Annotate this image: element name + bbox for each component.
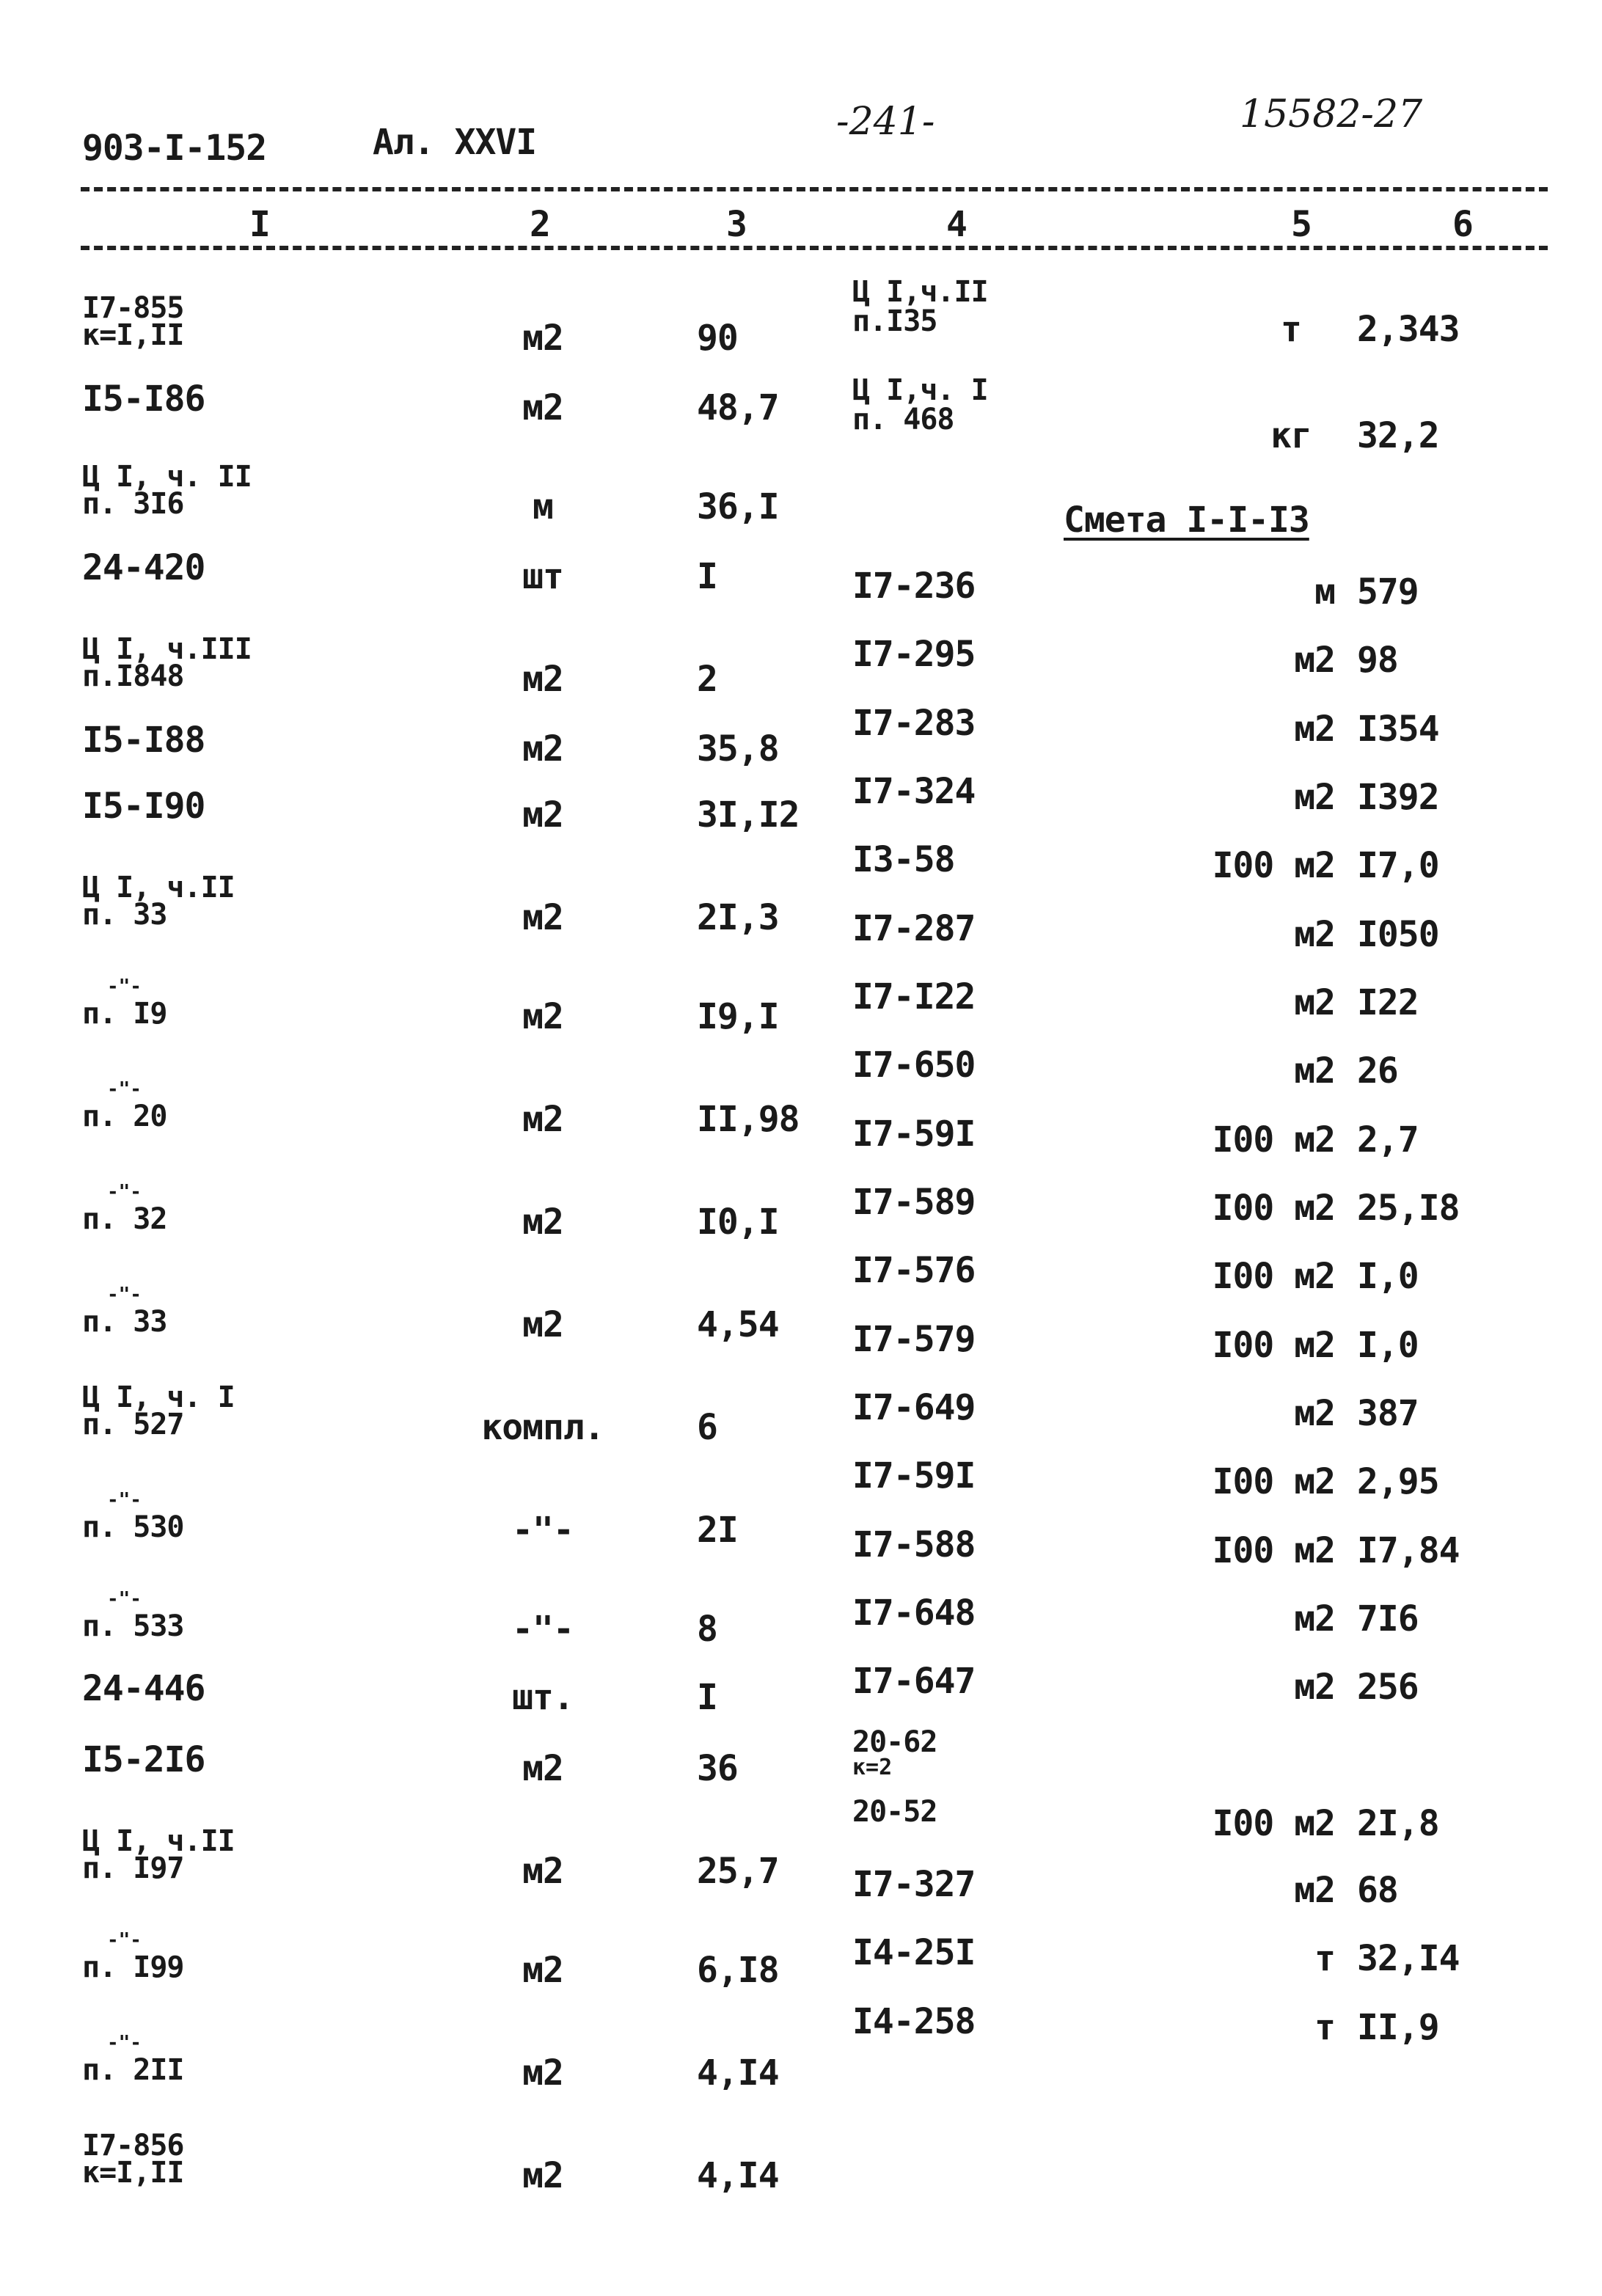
right-row-code: I7-324 <box>852 771 976 812</box>
left-row-ditto-mark: -"- <box>107 1181 142 1203</box>
left-row-unit: шт <box>522 556 563 597</box>
right-row-qty: I354 <box>1357 709 1439 750</box>
right-row-code: I7-59I <box>852 1114 976 1155</box>
right-row-qty: 7I6 <box>1357 1598 1419 1639</box>
album-number: Ал. XXVI <box>373 122 537 163</box>
column-header-6: 6 <box>1452 204 1473 245</box>
right-row-unit: I00 м2 <box>1212 1325 1335 1366</box>
left-row-unit: м2 <box>522 728 563 769</box>
right-row-code: I7-579 <box>852 1319 976 1360</box>
right-row-code: I7-650 <box>852 1045 976 1086</box>
right-top-row-2-line1: Ц I,ч. I <box>852 373 988 407</box>
right-top-row-1-unit: т <box>1281 309 1301 350</box>
left-row-qty: I <box>697 1677 717 1718</box>
left-row-unit: м2 <box>522 1202 563 1243</box>
right-row-qty: 256 <box>1357 1667 1419 1708</box>
left-row-line2: п. 33 <box>82 1305 167 1339</box>
right-tail-unit: т <box>1314 2007 1335 2048</box>
left-row-ditto-mark: -"- <box>107 1489 142 1511</box>
right-row-code: I3-58 <box>852 839 955 880</box>
left-row-unit: м2 <box>522 659 563 700</box>
right-row-unit: I00 м2 <box>1212 1119 1335 1160</box>
left-row-qty: 3I,I2 <box>697 794 800 836</box>
right-row-qty: I,0 <box>1357 1325 1419 1366</box>
right-row-unit: м2 <box>1294 640 1335 681</box>
left-row-qty: 2I,3 <box>697 897 779 938</box>
left-row-line2: п. 530 <box>82 1510 184 1544</box>
left-row-unit: м2 <box>522 1950 563 1991</box>
left-row-unit: м2 <box>522 897 563 938</box>
left-row-code: I5-I86 <box>82 379 205 420</box>
left-row-unit: м2 <box>522 1304 563 1345</box>
left-row-line2: п. 2II <box>82 2053 184 2087</box>
left-row-unit: м2 <box>522 2052 563 2094</box>
right-row-qty: I,0 <box>1357 1256 1419 1297</box>
doc-code: 903-I-152 <box>82 128 267 169</box>
left-row-line2: п. 33 <box>82 898 167 932</box>
right-row-unit: I00 м2 <box>1212 1530 1335 1571</box>
left-row-line1: Ц I, ч.III <box>82 632 252 666</box>
left-row-qty: 6,I8 <box>697 1950 779 1991</box>
left-row-unit: м2 <box>522 2155 563 2196</box>
left-row-code: I5-I88 <box>82 720 205 761</box>
left-row-line2: п. 32 <box>82 1202 167 1236</box>
right-row-unit: м2 <box>1294 1667 1335 1708</box>
right-tail-unit: т <box>1314 1938 1335 1979</box>
right-row-qty: 2,95 <box>1357 1461 1439 1502</box>
right-top-row-1-qty: 2,343 <box>1357 309 1460 350</box>
right-row-code: I7-287 <box>852 908 976 949</box>
left-row-ditto-mark: -"- <box>107 2032 142 2054</box>
left-row-unit: м2 <box>522 1099 563 1140</box>
right-row-unit: I00 м2 <box>1212 1188 1335 1229</box>
left-row-qty: 6 <box>697 1407 717 1448</box>
left-row-qty: 4,I4 <box>697 2052 779 2094</box>
right-row-unit: м2 <box>1294 1050 1335 1092</box>
left-row-line2: к=I,II <box>82 318 184 352</box>
right-row-qty: 387 <box>1357 1393 1419 1434</box>
right-tail-code: I4-258 <box>852 2001 976 2042</box>
left-row-qty: I9,I <box>697 996 779 1037</box>
left-row-qty: 2 <box>697 659 717 700</box>
header-rule-top <box>81 187 1548 191</box>
left-row-unit: м2 <box>522 996 563 1037</box>
right-row-code: I7-283 <box>852 703 976 744</box>
column-header-2: 2 <box>530 204 550 245</box>
left-row-unit: м2 <box>522 318 563 359</box>
left-row-ditto-mark: -"- <box>107 1929 142 1951</box>
right-combo-line3: 20-52 <box>852 1795 937 1829</box>
left-row-code: I5-I90 <box>82 786 205 827</box>
left-row-qty: 48,7 <box>697 387 779 428</box>
right-row-unit: м2 <box>1294 1598 1335 1639</box>
left-row-unit: м2 <box>522 794 563 836</box>
right-row-code: I7-576 <box>852 1250 976 1291</box>
right-combo-qty: 2I,8 <box>1357 1803 1439 1844</box>
left-row-code: I5-2I6 <box>82 1739 205 1780</box>
right-row-code: I7-588 <box>852 1524 976 1565</box>
right-row-unit: м2 <box>1294 982 1335 1023</box>
left-row-line2: п. 533 <box>82 1609 184 1643</box>
right-tail-code: I4-25I <box>852 1932 976 1973</box>
right-tail-qty: II,9 <box>1357 2007 1439 2048</box>
right-row-qty: I392 <box>1357 777 1439 818</box>
right-combo-line2: к=2 <box>852 1755 893 1780</box>
left-row-code: 24-446 <box>82 1668 205 1709</box>
right-row-qty: I22 <box>1357 982 1419 1023</box>
left-row-unit: м2 <box>522 1851 563 1892</box>
right-top-row-1-line1: Ц I,ч.II <box>852 275 988 309</box>
left-row-unit: шт. <box>512 1677 574 1718</box>
left-row-unit: м2 <box>522 1748 563 1789</box>
right-row-code: I7-648 <box>852 1593 976 1634</box>
left-row-qty: I0,I <box>697 1202 779 1243</box>
left-row-line2: п. 20 <box>82 1100 167 1133</box>
right-tail-qty: 68 <box>1357 1870 1398 1911</box>
column-header-3: 3 <box>726 204 747 245</box>
right-row-qty: 2,7 <box>1357 1119 1419 1160</box>
column-header-5: 5 <box>1291 204 1312 245</box>
left-row-line2: п. I97 <box>82 1851 184 1885</box>
right-row-unit: м2 <box>1294 709 1335 750</box>
left-row-qty: 36,I <box>697 486 779 527</box>
left-row-code: 24-420 <box>82 547 205 588</box>
left-row-line1: Ц I, ч.II <box>82 1824 235 1858</box>
left-row-ditto-mark: -"- <box>107 976 142 998</box>
page-number: -241- <box>836 100 935 144</box>
right-row-qty: I7,84 <box>1357 1530 1460 1571</box>
right-row-qty: I7,0 <box>1357 845 1439 886</box>
right-tail-unit: м2 <box>1294 1870 1335 1911</box>
left-row-line1: Ц I, ч. II <box>82 460 252 494</box>
right-row-code: I7-649 <box>852 1387 976 1428</box>
right-top-row-2-qty: 32,2 <box>1357 415 1439 456</box>
left-row-line2: п. 527 <box>82 1408 184 1441</box>
right-top-row-1-line2: п.I35 <box>852 304 937 338</box>
right-row-code: I7-295 <box>852 634 976 675</box>
left-row-ditto-mark: -"- <box>107 1284 142 1306</box>
right-row-code: I7-647 <box>852 1661 976 1702</box>
sheet-code: 15582-27 <box>1240 92 1423 136</box>
right-tail-qty: 32,I4 <box>1357 1938 1460 1979</box>
left-row-qty: 4,I4 <box>697 2155 779 2196</box>
right-combo-line1: 20-62 <box>852 1725 937 1759</box>
left-row-qty: 4,54 <box>697 1304 779 1345</box>
left-row-line1: I7-855 <box>82 291 184 325</box>
left-row-line1: Ц I, ч. I <box>82 1381 235 1414</box>
left-row-qty: 90 <box>697 318 738 359</box>
column-header-4: 4 <box>946 204 967 245</box>
left-row-line1: I7-856 <box>82 2129 184 2162</box>
right-row-unit: м2 <box>1294 1393 1335 1434</box>
right-row-qty: 579 <box>1357 571 1419 613</box>
left-row-line2: п. 3I6 <box>82 487 184 521</box>
left-row-qty: 8 <box>697 1609 717 1650</box>
left-row-unit: м <box>533 486 553 527</box>
right-top-row-2-unit: кг <box>1270 415 1312 456</box>
right-row-unit: I00 м2 <box>1212 845 1335 886</box>
right-tail-code: I7-327 <box>852 1864 976 1905</box>
right-row-qty: 25,I8 <box>1357 1188 1460 1229</box>
left-row-line1: Ц I, ч.II <box>82 871 235 904</box>
right-row-code: I7-236 <box>852 566 976 607</box>
header-rule-bottom <box>81 246 1548 250</box>
left-row-line2: п. I9 <box>82 997 167 1031</box>
left-row-qty: 25,7 <box>697 1851 779 1892</box>
left-row-unit: м2 <box>522 387 563 428</box>
right-row-code: I7-I22 <box>852 976 976 1017</box>
right-row-qty: 98 <box>1357 640 1398 681</box>
left-row-qty: II,98 <box>697 1099 800 1140</box>
right-row-unit: I00 м2 <box>1212 1256 1335 1297</box>
left-row-qty: 2I <box>697 1510 738 1551</box>
left-row-unit: -"- <box>512 1609 574 1650</box>
right-combo-unit: I00 м2 <box>1212 1803 1335 1844</box>
right-row-qty: I050 <box>1357 914 1439 955</box>
right-row-unit: м <box>1314 571 1335 613</box>
right-row-unit: I00 м2 <box>1212 1461 1335 1502</box>
left-row-ditto-mark: -"- <box>107 1078 142 1100</box>
left-row-unit: компл. <box>481 1407 604 1448</box>
right-top-row-2-line2: п. 468 <box>852 403 954 436</box>
right-row-unit: м2 <box>1294 777 1335 818</box>
left-row-line2: п. I99 <box>82 1950 184 1984</box>
left-row-qty: 36 <box>697 1748 738 1789</box>
left-row-qty: I <box>697 556 717 597</box>
left-row-line2: п.I848 <box>82 659 184 693</box>
column-header-1: I <box>249 204 270 245</box>
right-row-qty: 26 <box>1357 1050 1398 1092</box>
left-row-qty: 35,8 <box>697 728 779 769</box>
right-row-code: I7-589 <box>852 1182 976 1223</box>
left-row-unit: -"- <box>512 1510 574 1551</box>
left-row-ditto-mark: -"- <box>107 1588 142 1610</box>
right-row-unit: м2 <box>1294 914 1335 955</box>
smeta-title: Смета I-I-I3 <box>1064 500 1309 541</box>
right-row-code: I7-59I <box>852 1455 976 1496</box>
left-row-line2: к=I,II <box>82 2156 184 2190</box>
